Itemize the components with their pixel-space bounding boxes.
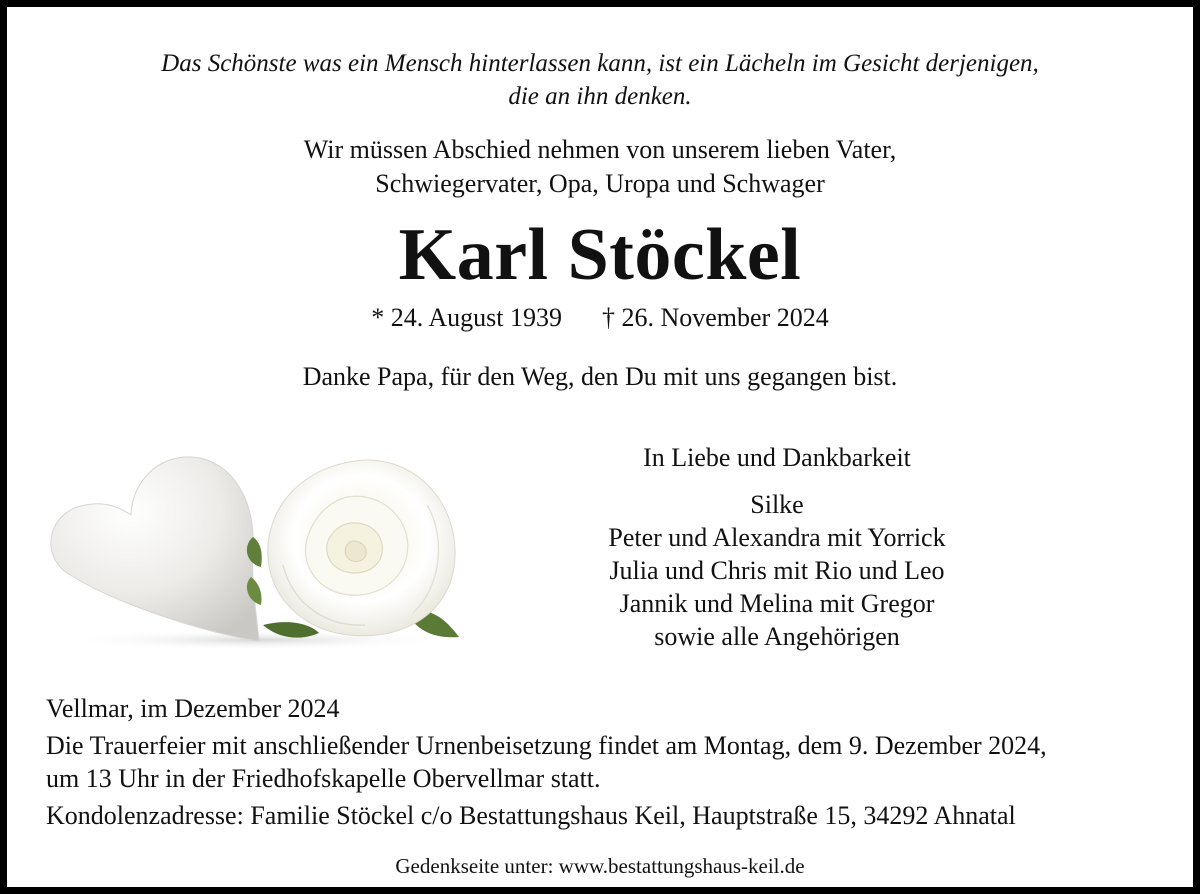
mourners-heading: In Liebe und Dankbarkeit bbox=[643, 443, 911, 472]
death-date: † 26. November 2024 bbox=[601, 303, 829, 332]
ceremony-line-2: um 13 Uhr in der Friedhofskapelle Obervellmar statt. bbox=[46, 764, 601, 793]
place-and-date: Vellmar, im Dezember 2024 bbox=[46, 694, 340, 723]
mourner-line: Julia und Chris mit Rio und Leo bbox=[609, 556, 945, 585]
ceremony-line-1: Die Trauerfeier mit anschließender Urnenbeisetzung findet am Montag, dem 9. Dezember 2024, bbox=[46, 731, 1047, 760]
mourner-line: Jannik und Melina mit Gregor bbox=[619, 589, 935, 618]
life-dates bbox=[7, 301, 1193, 335]
birth-date: * 24. August 1939 bbox=[371, 303, 562, 332]
memorial-quote bbox=[7, 47, 1193, 113]
memorial-page-link: Gedenkseite unter: www.bestattungshaus-keil.de bbox=[395, 854, 805, 878]
mourners-list bbox=[527, 441, 1027, 653]
mourner-line: Silke bbox=[750, 490, 804, 519]
thanks-line: Danke Papa, für den Weg, den Du mit uns gegangen bist. bbox=[302, 362, 898, 391]
deceased-name: Karl Stöckel bbox=[398, 214, 802, 296]
quote-line-2: die an ihn denken. bbox=[508, 83, 692, 110]
farewell-intro bbox=[7, 133, 1193, 201]
intro-line-2: Schwiegervater, Opa, Uropa und Schwager bbox=[375, 169, 825, 198]
notice-details bbox=[46, 692, 1186, 832]
heart-shape bbox=[51, 457, 259, 641]
intro-line-1: Wir müssen Abschied nehmen von unserem lieben Vater, bbox=[303, 135, 897, 164]
rose-flower bbox=[268, 460, 455, 636]
heart-and-rose-image bbox=[47, 445, 467, 655]
condolence-address: Kondolenzadresse: Familie Stöckel c/o Bestattungshaus Keil, Hauptstraße 15, 34292 Ahnatal bbox=[46, 801, 1016, 830]
mourner-line: sowie alle Angehörigen bbox=[654, 622, 900, 651]
quote-line-1: Das Schönste was ein Mensch hinterlassen kann, ist ein Lächeln im Gesicht derjenigen, bbox=[161, 50, 1039, 77]
mourner-line: Peter und Alexandra mit Yorrick bbox=[608, 523, 946, 552]
